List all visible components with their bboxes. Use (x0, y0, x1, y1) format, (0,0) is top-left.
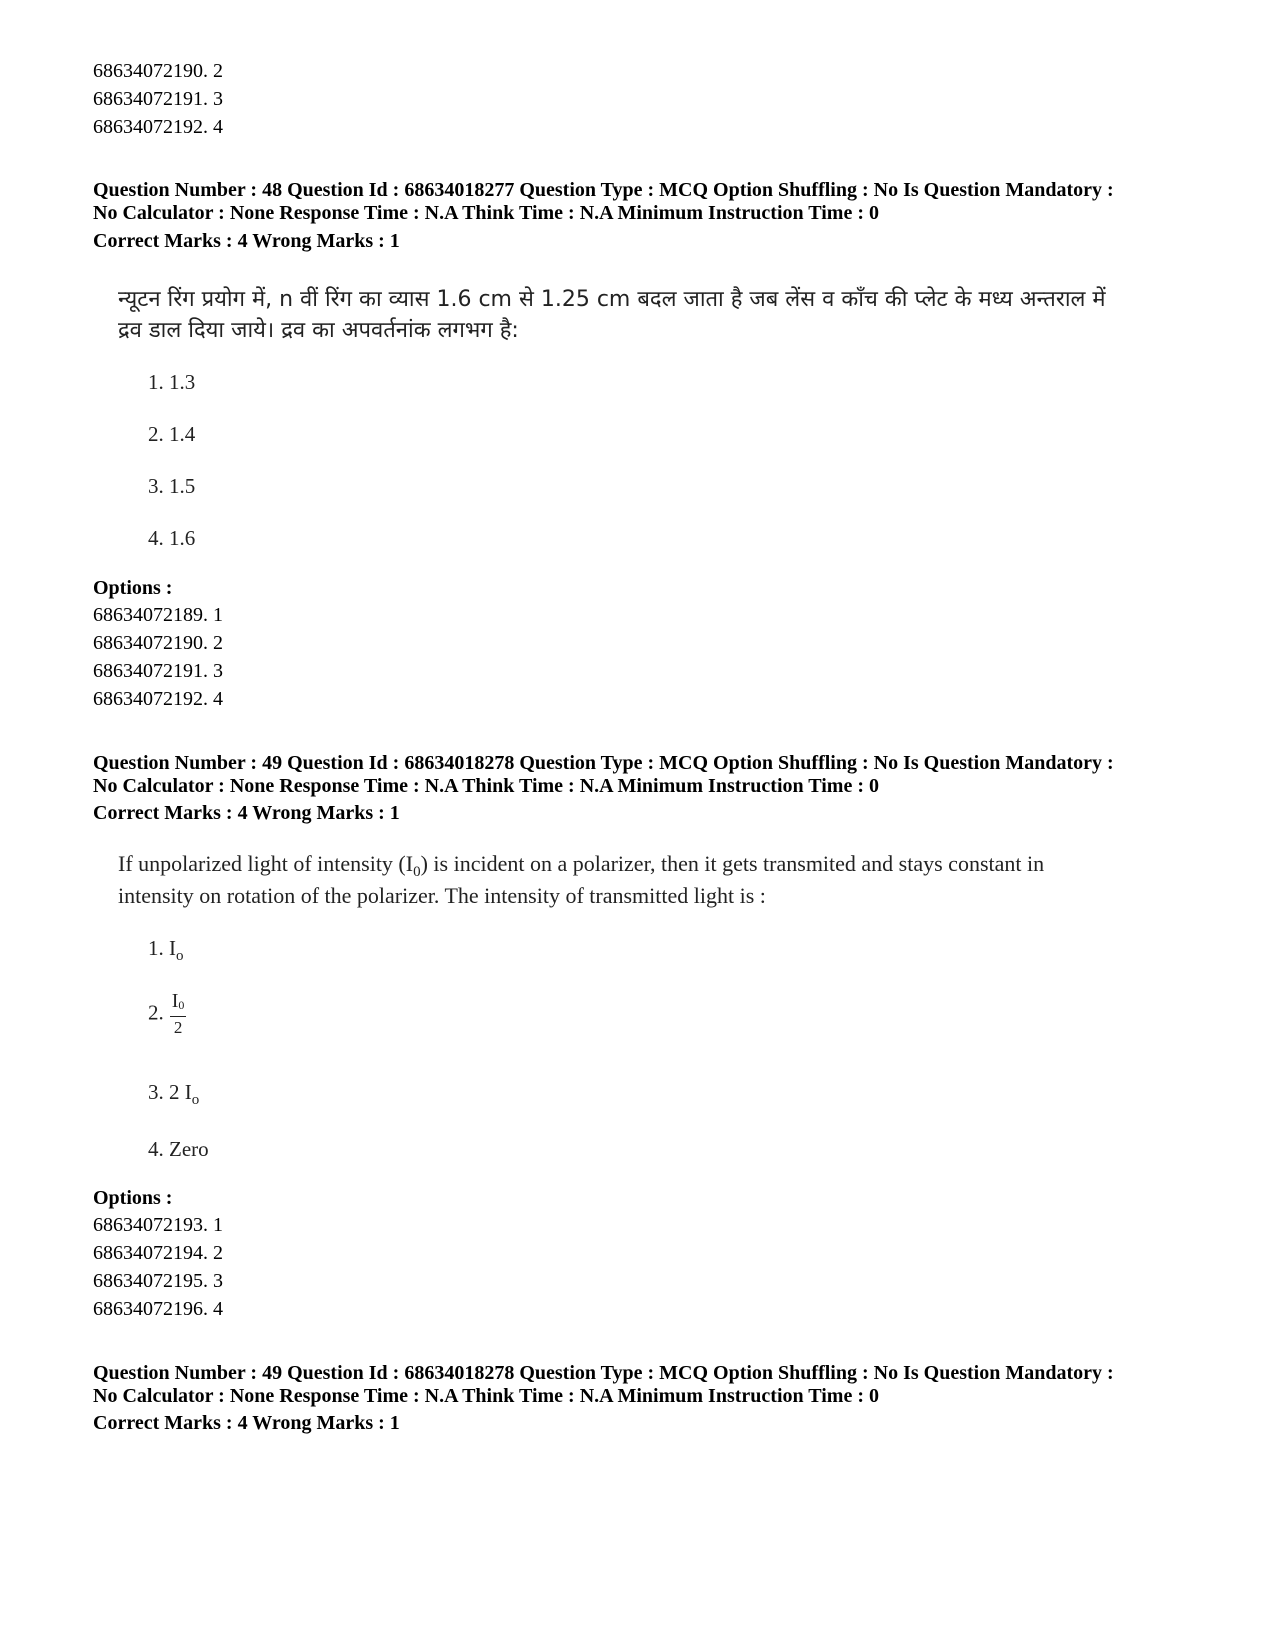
top-option-2: 68634072191. 3 (93, 88, 223, 110)
q49-choice-2-fraction (170, 990, 187, 1039)
q49-choice-4: 4. Zero (148, 1137, 209, 1161)
q48-header-line2: No Calculator : None Response Time : N.A Think Time : N.A Minimum Instruction Time : 0 (93, 202, 879, 224)
q48-choice-1: 1. 1.3 (148, 370, 196, 394)
q48-option-1: 68634072189. 1 (93, 604, 223, 626)
q49-choice-1 (148, 934, 184, 970)
q49-text-line1-sub: 0 (413, 864, 421, 880)
q49-choice-1-sub: o (176, 948, 184, 964)
q48-option-2: 68634072190. 2 (93, 632, 223, 654)
q48-option-4: 68634072192. 4 (93, 688, 223, 710)
q48-choice-2: 2. 1.4 (148, 422, 196, 446)
q49-choice-2-denominator: 2 (173, 1018, 183, 1037)
q49-option-3: 68634072195. 3 (93, 1270, 223, 1292)
q49-repeat-marks: Correct Marks : 4 Wrong Marks : 1 (93, 1412, 400, 1434)
q49-option-2: 68634072194. 2 (93, 1242, 223, 1264)
q49-choice-1-prefix: 1. I (148, 936, 176, 960)
q48-options-label: Options : (93, 577, 173, 599)
q48-text-line1: न्यूटन रिंग प्रयोग में, n वीं रिंग का व्यास 1.6 cm से 1.25 cm बदल जाता है जब लेंस व काँच की प्लेट के मध्य अन्तराल में (118, 287, 1106, 312)
q49-header-line2: No Calculator : None Response Time : N.A Think Time : N.A Minimum Instruction Time : 0 (93, 775, 879, 797)
q48-marks: Correct Marks : 4 Wrong Marks : 1 (93, 230, 400, 252)
q49-choice-2-num-sub: 0 (178, 998, 185, 1012)
q49-text-line2: intensity on rotation of the polarizer. The intensity of transmitted light is : (118, 883, 766, 908)
q49-choice-2-numerator (170, 990, 187, 1017)
q49-text-line1-pre: If unpolarized light of intensity (I (118, 851, 414, 876)
q48-header-line1: Question Number : 48 Question Id : 68634018277 Question Type : MCQ Option Shuffling : No Is Question Mandatory : (93, 179, 1114, 201)
q49-header-line1: Question Number : 49 Question Id : 68634018278 Question Type : MCQ Option Shuffling : No Is Question Mandatory : (93, 752, 1114, 774)
q49-option-4: 68634072196. 4 (93, 1298, 223, 1320)
q49-choice-2 (148, 990, 186, 1039)
q48-choice-3: 3. 1.5 (148, 474, 196, 498)
top-option-1: 68634072190. 2 (93, 60, 223, 82)
q49-choice-2-num-base: I (171, 990, 179, 1012)
q49-repeat-header-line1: Question Number : 49 Question Id : 68634018278 Question Type : MCQ Option Shuffling : No Is Question Mandatory : (93, 1362, 1114, 1384)
q49-repeat-header-line2: No Calculator : None Response Time : N.A Think Time : N.A Minimum Instruction Time : 0 (93, 1385, 879, 1407)
q49-options-label: Options : (93, 1187, 173, 1209)
q49-text-line1-post: ) is incident on a polarizer, then it gets transmited and stays constant in (420, 851, 1045, 876)
q49-choice-3 (148, 1078, 199, 1114)
q49-choice-3-sub: o (191, 1092, 200, 1108)
q49-choice-3-prefix: 3. 2 I (148, 1080, 192, 1104)
q48-option-3: 68634072191. 3 (93, 660, 223, 682)
q48-text-line2: द्रव डाल दिया जाये। द्रव का अपवर्तनांक लगभग है: (118, 318, 519, 343)
top-option-3: 68634072192. 4 (93, 116, 223, 138)
q49-marks: Correct Marks : 4 Wrong Marks : 1 (93, 802, 400, 824)
q49-option-1: 68634072193. 1 (93, 1214, 223, 1236)
q49-choice-2-prefix: 2. (148, 1000, 164, 1025)
q48-choice-4: 4. 1.6 (148, 526, 196, 550)
